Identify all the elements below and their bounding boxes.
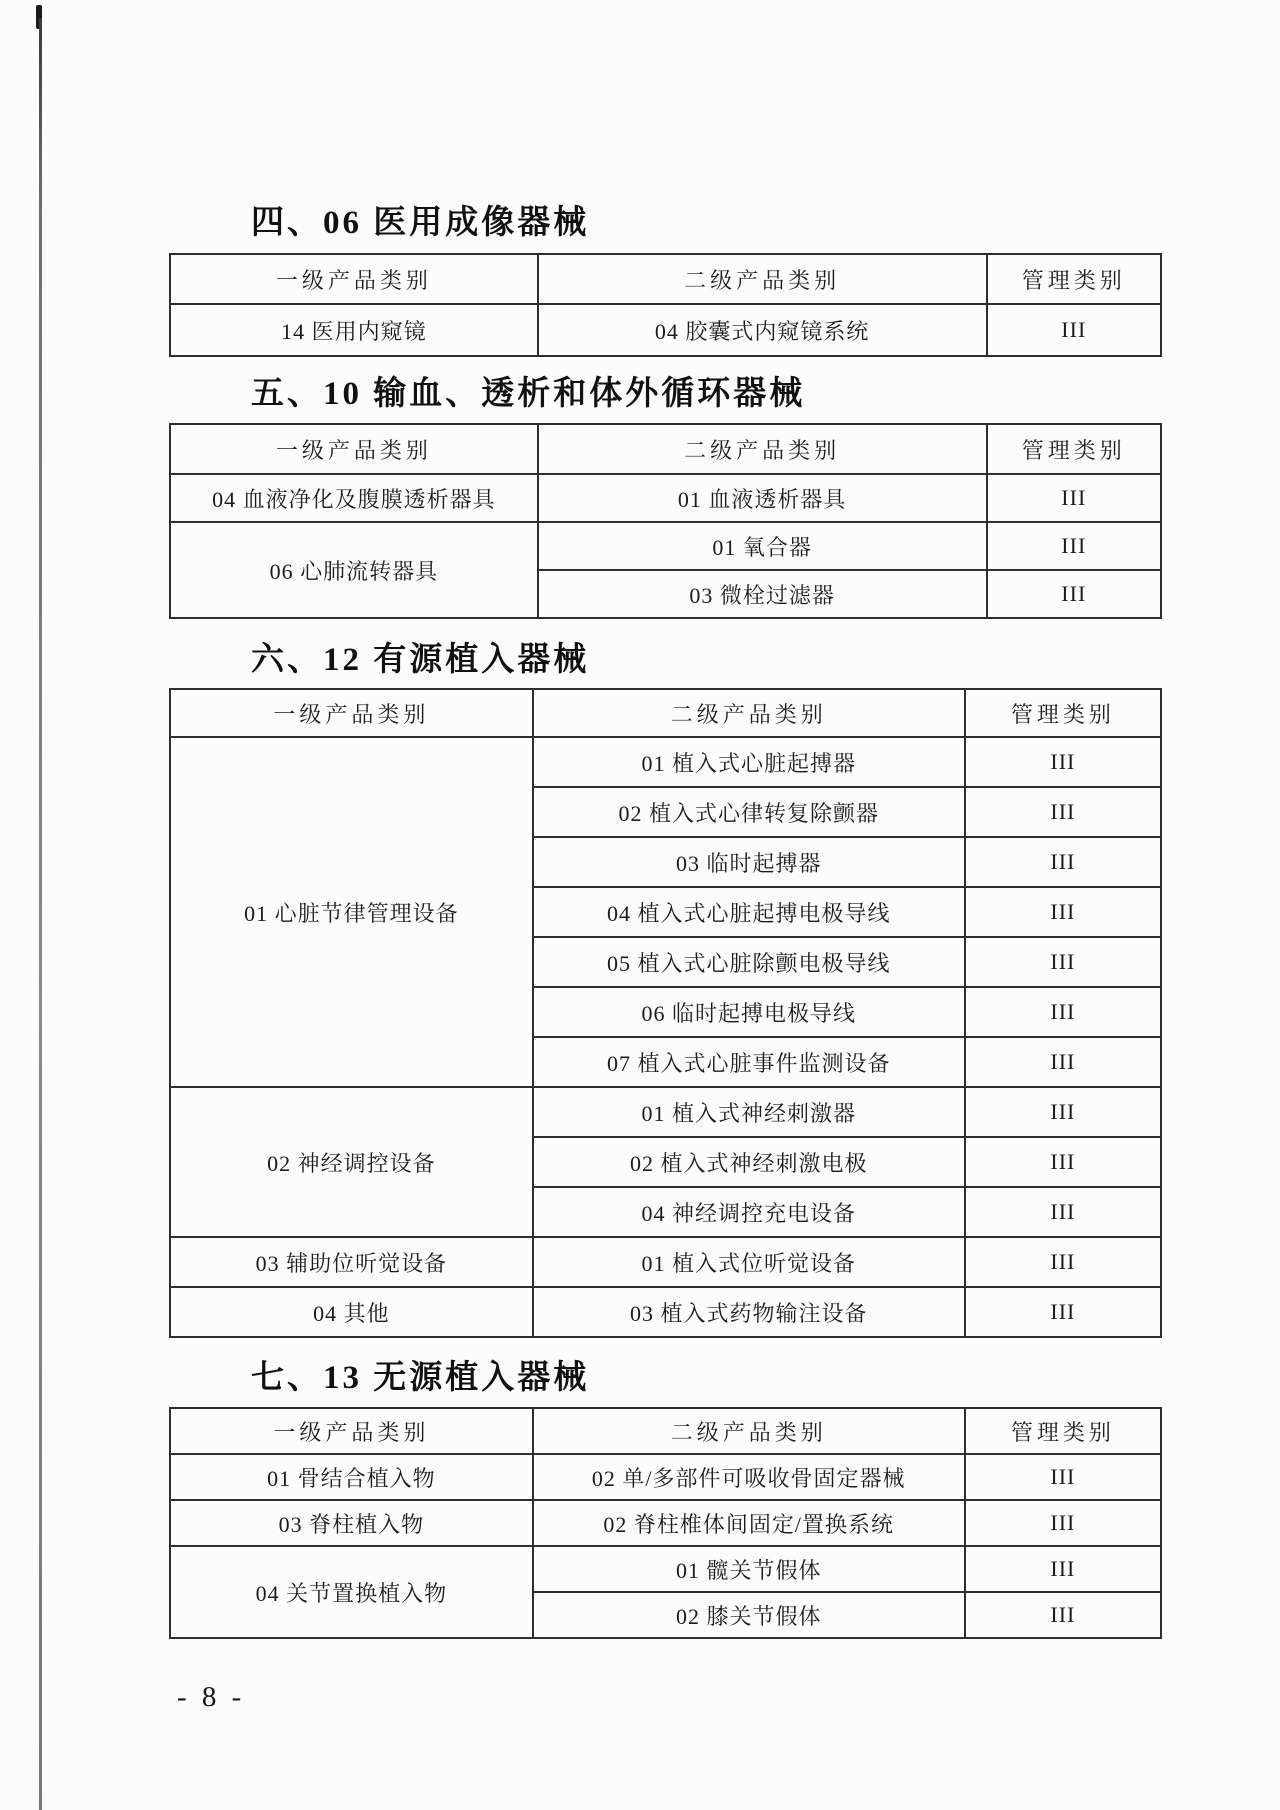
management-class-cell: III [965,1137,1161,1187]
management-class-cell: III [987,522,1161,570]
section-title: 四、06 医用成像器械 [251,205,590,241]
column-header: 管理类别 [965,1408,1161,1454]
secondary-category-cell: 04 胶囊式内窥镜系统 [538,304,987,356]
secondary-category-cell: 02 单/多部件可吸收骨固定器械 [533,1454,965,1500]
primary-category-cell: 04 血液净化及腹膜透析器具 [170,474,538,522]
table-row [170,737,1161,787]
secondary-category-cell: 01 植入式位听觉设备 [533,1237,965,1287]
management-class-cell: III [965,1087,1161,1137]
secondary-category-cell: 04 神经调控充电设备 [533,1187,965,1237]
column-header: 一级产品类别 [170,689,533,737]
management-class-cell: III [965,787,1161,837]
section-title: 六、12 有源植入器械 [251,642,590,678]
secondary-category-cell: 07 植入式心脏事件监测设备 [533,1037,965,1087]
management-class-cell: III [987,570,1161,618]
table-row [170,1087,1161,1137]
column-header: 一级产品类别 [170,424,538,474]
table-row [170,474,1161,522]
management-class-cell: III [965,887,1161,937]
management-class-cell: III [965,737,1161,787]
secondary-category-cell: 01 氧合器 [538,522,987,570]
primary-category-cell: 04 关节置换植入物 [170,1546,533,1638]
secondary-category-cell: 01 植入式神经刺激器 [533,1087,965,1137]
classification-table [169,1407,1162,1639]
secondary-category-cell: 05 植入式心脏除颤电极导线 [533,937,965,987]
secondary-category-cell: 02 膝关节假体 [533,1592,965,1638]
column-header: 二级产品类别 [538,424,987,474]
column-header: 二级产品类别 [533,689,965,737]
management-class-cell: III [965,1237,1161,1287]
table-row [170,1237,1161,1287]
page-number: - 8 - [177,1681,246,1713]
scan-artifact-line [39,18,42,1810]
primary-category-cell: 03 脊柱植入物 [170,1500,533,1546]
management-class-cell: III [965,987,1161,1037]
secondary-category-cell: 01 植入式心脏起搏器 [533,737,965,787]
secondary-category-cell: 02 植入式心律转复除颤器 [533,787,965,837]
secondary-category-cell: 01 血液透析器具 [538,474,987,522]
secondary-category-cell: 04 植入式心脏起搏电极导线 [533,887,965,937]
primary-category-cell: 01 骨结合植入物 [170,1454,533,1500]
header-row [170,1408,1161,1454]
secondary-category-cell: 03 临时起搏器 [533,837,965,887]
header-row [170,254,1161,304]
header-row [170,689,1161,737]
classification-table [169,423,1162,619]
primary-category-cell: 01 心脏节律管理设备 [170,737,533,1087]
management-class-cell: III [965,1187,1161,1237]
secondary-category-cell: 02 脊柱椎体间固定/置换系统 [533,1500,965,1546]
secondary-category-cell: 02 植入式神经刺激电极 [533,1137,965,1187]
content [169,0,1162,1714]
secondary-category-cell: 03 植入式药物输注设备 [533,1287,965,1337]
management-class-cell: III [965,1454,1161,1500]
primary-category-cell: 14 医用内窥镜 [170,304,538,356]
primary-category-cell: 02 神经调控设备 [170,1087,533,1237]
section-title: 五、10 输血、透析和体外循环器械 [251,376,806,412]
primary-category-cell: 06 心肺流转器具 [170,522,538,618]
primary-category-cell: 03 辅助位听觉设备 [170,1237,533,1287]
column-header: 一级产品类别 [170,1408,533,1454]
management-class-cell: III [965,1592,1161,1638]
header-row [170,424,1161,474]
secondary-category-cell: 01 髋关节假体 [533,1546,965,1592]
management-class-cell: III [965,837,1161,887]
secondary-category-cell: 03 微栓过滤器 [538,570,987,618]
management-class-cell: III [987,474,1161,522]
column-header: 二级产品类别 [533,1408,965,1454]
column-header: 管理类别 [987,254,1161,304]
management-class-cell: III [965,1500,1161,1546]
column-header: 管理类别 [987,424,1161,474]
classification-table [169,253,1162,357]
table-row [170,1454,1161,1500]
secondary-category-cell: 06 临时起搏电极导线 [533,987,965,1037]
table-row [170,522,1161,570]
management-class-cell: III [965,1546,1161,1592]
management-class-cell: III [987,304,1161,356]
primary-category-cell: 04 其他 [170,1287,533,1337]
column-header: 管理类别 [965,689,1161,737]
classification-table [169,688,1162,1338]
management-class-cell: III [965,937,1161,987]
table-row [170,1287,1161,1337]
management-class-cell: III [965,1037,1161,1087]
management-class-cell: III [965,1287,1161,1337]
section-title: 七、13 无源植入器械 [251,1360,590,1396]
table-row [170,1500,1161,1546]
column-header: 一级产品类别 [170,254,538,304]
table-row [170,1546,1161,1592]
table-row [170,304,1161,356]
column-header: 二级产品类别 [538,254,987,304]
